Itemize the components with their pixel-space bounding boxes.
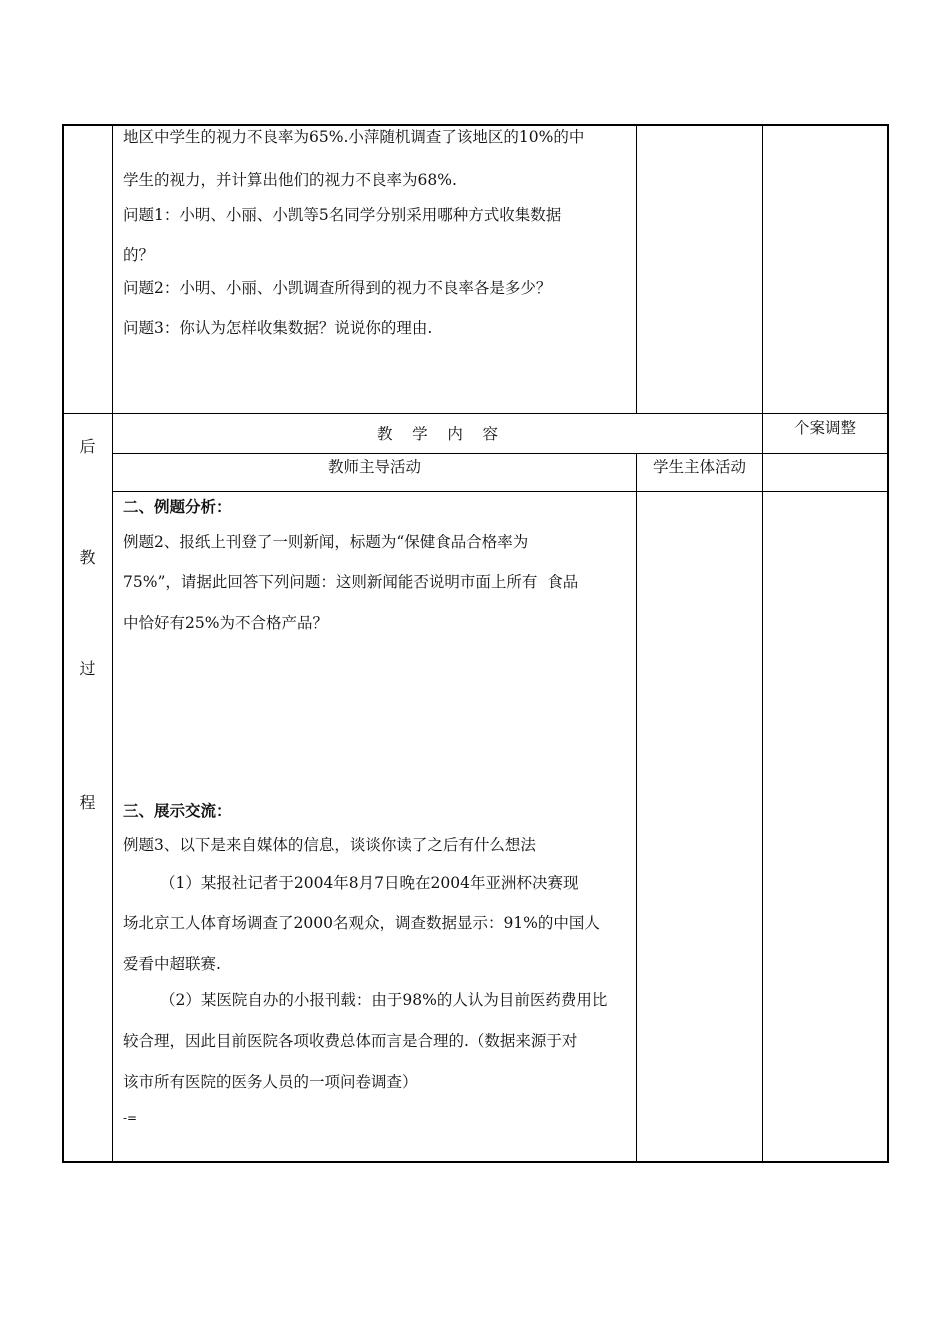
table-row-divider-2 bbox=[112, 453, 889, 454]
example3-line-5: （2）某医院自办的小报刊载：由于98%的人认为目前医药费用比 bbox=[160, 991, 608, 1009]
side-label-jiao: 教 bbox=[79, 548, 96, 567]
example3-line-1: 例题3、以下是来自媒体的信息，谈谈你读了之后有什么想法 bbox=[123, 836, 536, 854]
table-border-right bbox=[887, 124, 889, 1163]
example3-line-4: 爱看中超联赛. bbox=[123, 955, 221, 973]
example3-line-8: -= bbox=[123, 1111, 138, 1125]
example2-line-3: 中恰好有25%为不合格产品？ bbox=[123, 614, 328, 632]
top-line-1: 地区中学生的视力不良率为65%.小萍随机调查了该地区的10%的中 bbox=[123, 128, 585, 146]
side-label-guo: 过 bbox=[79, 659, 96, 678]
example2-heading: 二、例题分析： bbox=[123, 498, 232, 516]
example2-line-1: 例题2、报纸上刊登了一则新闻，标题为“保健食品合格率为 bbox=[123, 533, 529, 551]
example3-heading: 三、展示交流： bbox=[123, 802, 232, 820]
table-col-divider-3 bbox=[762, 124, 763, 1163]
example3-line-3: 场北京工人体育场调查了2000名观众，调查数据显示：91%的中国人 bbox=[123, 914, 600, 932]
table-border-bottom bbox=[62, 1161, 889, 1163]
table-row-divider-3 bbox=[112, 491, 889, 492]
header-teaching-content: 教 学 内 容 bbox=[376, 425, 499, 443]
header-case-adjust: 个案调整 bbox=[793, 419, 856, 437]
side-label-cheng: 程 bbox=[79, 793, 96, 812]
table-row-divider-1 bbox=[62, 413, 889, 414]
top-line-4: 的？ bbox=[123, 246, 155, 264]
example3-line-2: （1）某报社记者于2004年8月7日晚在2004年亚洲杯决赛现 bbox=[160, 874, 579, 892]
header-student-activity: 学生主体活动 bbox=[652, 458, 746, 476]
top-line-6: 问题3：你认为怎样收集数据？说说你的理由. bbox=[123, 319, 433, 337]
table-col-divider-2b bbox=[636, 454, 637, 1163]
side-label-hou: 后 bbox=[79, 437, 96, 456]
top-line-3: 问题1：小明、小丽、小凯等5名同学分别采用哪种方式收集数据 bbox=[123, 206, 562, 224]
top-line-2: 学生的视力，并计算出他们的视力不良率为68%. bbox=[123, 171, 457, 189]
table-border-left bbox=[62, 124, 64, 1163]
table-col-divider-1 bbox=[112, 124, 113, 1163]
header-teacher-activity: 教师主导活动 bbox=[327, 458, 421, 476]
table-col-divider-2a bbox=[636, 124, 637, 414]
example3-line-6: 较合理，因此目前医院各项收费总体而言是合理的.（数据来源于对 bbox=[123, 1032, 578, 1050]
example2-line-2: 75%”，请据此回答下列问题：这则新闻能否说明市面上所有 食品 bbox=[123, 573, 579, 591]
top-line-5: 问题2：小明、小丽、小凯调查所得到的视力不良率各是多少？ bbox=[123, 279, 552, 297]
table-border-top bbox=[62, 124, 889, 126]
example3-line-7: 该市所有医院的医务人员的一项问卷调查） bbox=[123, 1073, 418, 1091]
